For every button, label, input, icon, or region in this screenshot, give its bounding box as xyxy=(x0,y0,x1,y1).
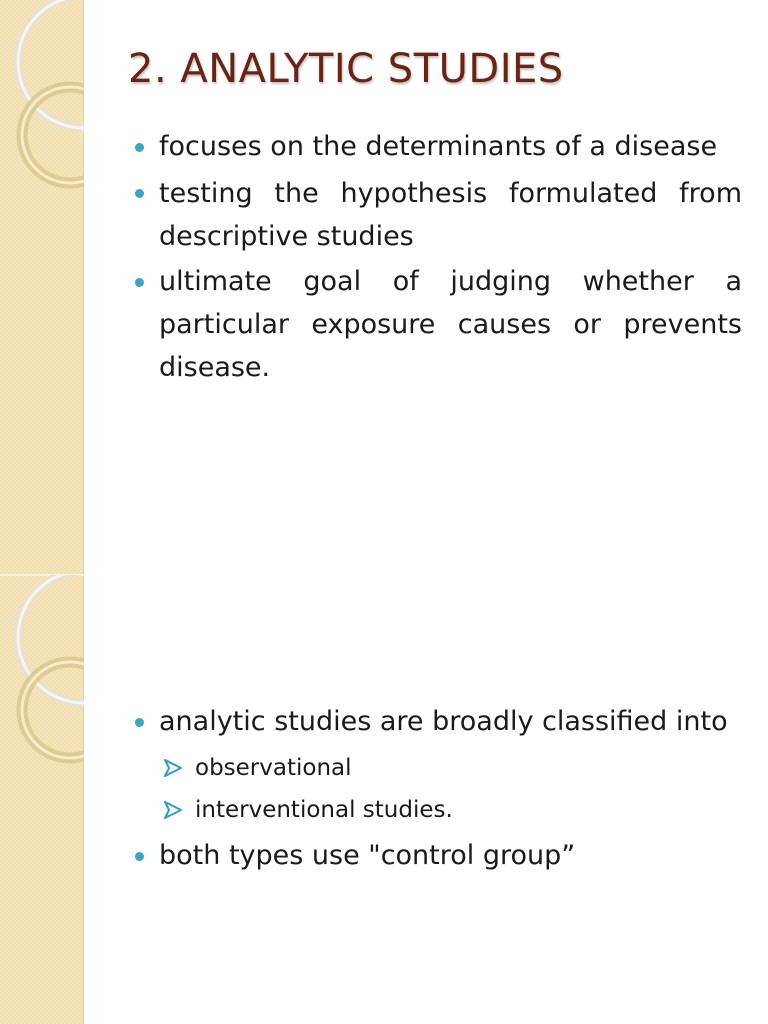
bullet-dot-icon xyxy=(135,143,144,152)
bullet-dot-icon xyxy=(135,852,144,861)
slide-title: 2. ANALYTIC STUDIES xyxy=(128,46,564,92)
bullet-text-control-group: both types use "control group” xyxy=(159,840,576,871)
sub-item-interventional: interventional studies. xyxy=(195,797,453,823)
bullet-text-goal: ultimate goal of judging whether a particular exposure causes or prevents disease. xyxy=(159,266,742,383)
side-decorative-band xyxy=(0,0,84,1024)
bullet-dot-icon xyxy=(135,278,144,287)
ring-ornament-icon xyxy=(0,575,84,775)
bullet-dot-icon xyxy=(135,189,144,198)
bullet-dot-icon xyxy=(135,718,144,727)
ring-ornament-icon xyxy=(0,0,84,200)
bullet-text-classified: analytic studies are broadly classified into xyxy=(159,706,728,737)
arrow-right-icon xyxy=(162,757,184,779)
sub-item-observational: observational xyxy=(195,755,352,781)
bullet-text-hypothesis: testing the hypothesis formulated from descriptive studies xyxy=(159,178,742,252)
arrow-right-icon xyxy=(162,799,184,821)
bullet-text-determinants: focuses on the determinants of a disease xyxy=(159,131,718,162)
